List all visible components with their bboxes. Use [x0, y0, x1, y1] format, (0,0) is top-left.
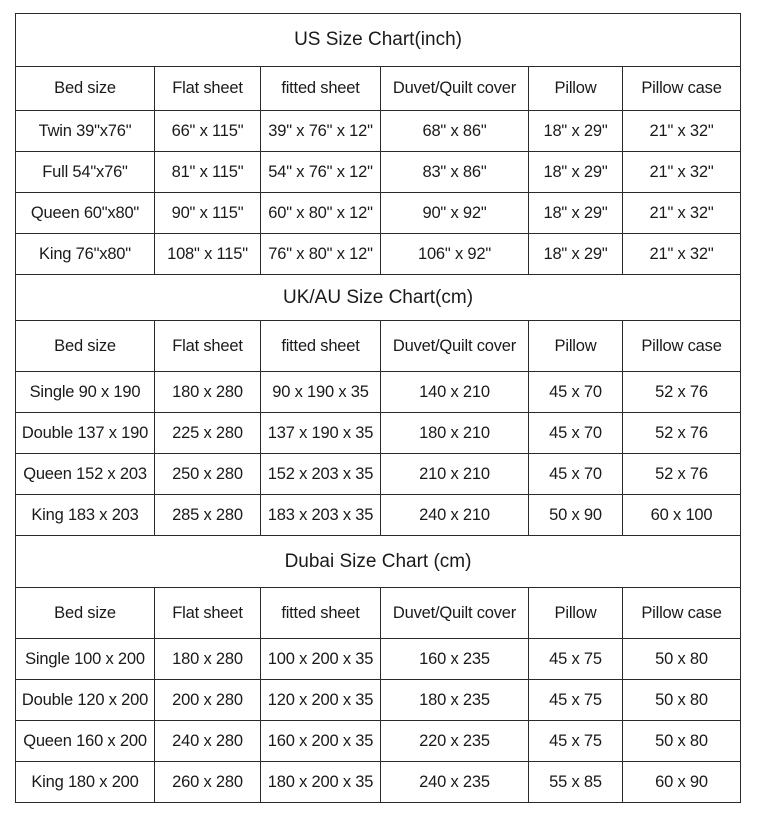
table-cell: Single 90 x 190: [16, 372, 155, 413]
column-header: Pillow: [529, 588, 623, 639]
table-cell: Queen 160 x 200: [16, 721, 155, 762]
section-title-row: [16, 275, 741, 321]
section-title: Dubai Size Chart (cm): [16, 536, 741, 588]
table-cell: King 180 x 200: [16, 762, 155, 803]
table-cell: Queen 152 x 203: [16, 454, 155, 495]
header-row: [16, 67, 741, 111]
table-cell: 240 x 280: [155, 721, 261, 762]
column-header: Pillow: [529, 321, 623, 372]
table-row: [16, 413, 741, 454]
column-header: Flat sheet: [155, 588, 261, 639]
table-cell: 180 x 280: [155, 372, 261, 413]
table-cell: 210 x 210: [381, 454, 529, 495]
table-cell: 100 x 200 x 35: [261, 639, 381, 680]
table-cell: 45 x 75: [529, 680, 623, 721]
column-header: fitted sheet: [261, 67, 381, 111]
table-cell: 180 x 235: [381, 680, 529, 721]
table-cell: 90 x 190 x 35: [261, 372, 381, 413]
table-cell: 50 x 80: [623, 721, 741, 762]
table-row: [16, 762, 741, 803]
column-header: Duvet/Quilt cover: [381, 67, 529, 111]
column-header: fitted sheet: [261, 588, 381, 639]
table-cell: 52 x 76: [623, 454, 741, 495]
table-cell: 250 x 280: [155, 454, 261, 495]
table-row: [16, 193, 741, 234]
column-header: fitted sheet: [261, 321, 381, 372]
section-title: UK/AU Size Chart(cm): [16, 275, 741, 321]
table-cell: 106" x 92": [381, 234, 529, 275]
table-cell: 18" x 29": [529, 152, 623, 193]
table-cell: 240 x 235: [381, 762, 529, 803]
table-row: [16, 152, 741, 193]
header-row: [16, 321, 741, 372]
table-cell: 76" x 80" x 12": [261, 234, 381, 275]
table-row: [16, 680, 741, 721]
table-cell: 60 x 100: [623, 495, 741, 536]
table-cell: 260 x 280: [155, 762, 261, 803]
table-row: [16, 639, 741, 680]
table-cell: 45 x 75: [529, 639, 623, 680]
table-cell: 21" x 32": [623, 111, 741, 152]
column-header: Bed size: [16, 321, 155, 372]
table-row: [16, 234, 741, 275]
table-cell: 220 x 235: [381, 721, 529, 762]
table-cell: 285 x 280: [155, 495, 261, 536]
table-cell: 90" x 115": [155, 193, 261, 234]
table-cell: 108" x 115": [155, 234, 261, 275]
column-header: Pillow case: [623, 67, 741, 111]
column-header: Flat sheet: [155, 321, 261, 372]
table-cell: 52 x 76: [623, 413, 741, 454]
table-cell: 45 x 75: [529, 721, 623, 762]
table-cell: 60" x 80" x 12": [261, 193, 381, 234]
table-cell: Full 54"x76": [16, 152, 155, 193]
table-cell: Queen 60"x80": [16, 193, 155, 234]
table-row: [16, 372, 741, 413]
table-cell: King 183 x 203: [16, 495, 155, 536]
column-header: Duvet/Quilt cover: [381, 321, 529, 372]
table-cell: 66" x 115": [155, 111, 261, 152]
table-cell: 160 x 200 x 35: [261, 721, 381, 762]
column-header: Pillow: [529, 67, 623, 111]
table-row: [16, 454, 741, 495]
section-title: US Size Chart(inch): [16, 14, 741, 67]
header-row: [16, 588, 741, 639]
table-cell: 180 x 280: [155, 639, 261, 680]
table-cell: King 76"x80": [16, 234, 155, 275]
section-title-row: [16, 536, 741, 588]
column-header: Duvet/Quilt cover: [381, 588, 529, 639]
table-cell: 183 x 203 x 35: [261, 495, 381, 536]
table-cell: 55 x 85: [529, 762, 623, 803]
table-cell: 39" x 76" x 12": [261, 111, 381, 152]
table-cell: 81" x 115": [155, 152, 261, 193]
table-cell: 50 x 80: [623, 680, 741, 721]
table-cell: 83" x 86": [381, 152, 529, 193]
table-cell: 21" x 32": [623, 152, 741, 193]
column-header: Pillow case: [623, 321, 741, 372]
table-cell: 68" x 86": [381, 111, 529, 152]
table-cell: 54" x 76" x 12": [261, 152, 381, 193]
us-size-section: [16, 14, 741, 275]
table-cell: Single 100 x 200: [16, 639, 155, 680]
table-cell: 160 x 235: [381, 639, 529, 680]
table-cell: 137 x 190 x 35: [261, 413, 381, 454]
column-header: Bed size: [16, 67, 155, 111]
table-cell: 18" x 29": [529, 193, 623, 234]
table-cell: 50 x 80: [623, 639, 741, 680]
table-cell: 152 x 203 x 35: [261, 454, 381, 495]
table-cell: 18" x 29": [529, 111, 623, 152]
table-cell: 60 x 90: [623, 762, 741, 803]
table-cell: Double 120 x 200: [16, 680, 155, 721]
table-cell: 240 x 210: [381, 495, 529, 536]
table-cell: 18" x 29": [529, 234, 623, 275]
table-row: [16, 495, 741, 536]
column-header: Bed size: [16, 588, 155, 639]
table-cell: Double 137 x 190: [16, 413, 155, 454]
dubai-size-section: [16, 536, 741, 803]
column-header: Pillow case: [623, 588, 741, 639]
table-cell: 21" x 32": [623, 193, 741, 234]
table-cell: 120 x 200 x 35: [261, 680, 381, 721]
table-cell: 45 x 70: [529, 372, 623, 413]
table-cell: Twin 39"x76": [16, 111, 155, 152]
table-cell: 200 x 280: [155, 680, 261, 721]
table-cell: 45 x 70: [529, 454, 623, 495]
table-cell: 180 x 200 x 35: [261, 762, 381, 803]
table-cell: 50 x 90: [529, 495, 623, 536]
uk-au-size-section: [16, 275, 741, 536]
size-chart-table: [15, 13, 741, 803]
table-cell: 45 x 70: [529, 413, 623, 454]
table-cell: 140 x 210: [381, 372, 529, 413]
table-cell: 180 x 210: [381, 413, 529, 454]
table-cell: 225 x 280: [155, 413, 261, 454]
column-header: Flat sheet: [155, 67, 261, 111]
table-cell: 90" x 92": [381, 193, 529, 234]
table-cell: 52 x 76: [623, 372, 741, 413]
table-cell: 21" x 32": [623, 234, 741, 275]
section-title-row: [16, 14, 741, 67]
table-row: [16, 721, 741, 762]
table-row: [16, 111, 741, 152]
